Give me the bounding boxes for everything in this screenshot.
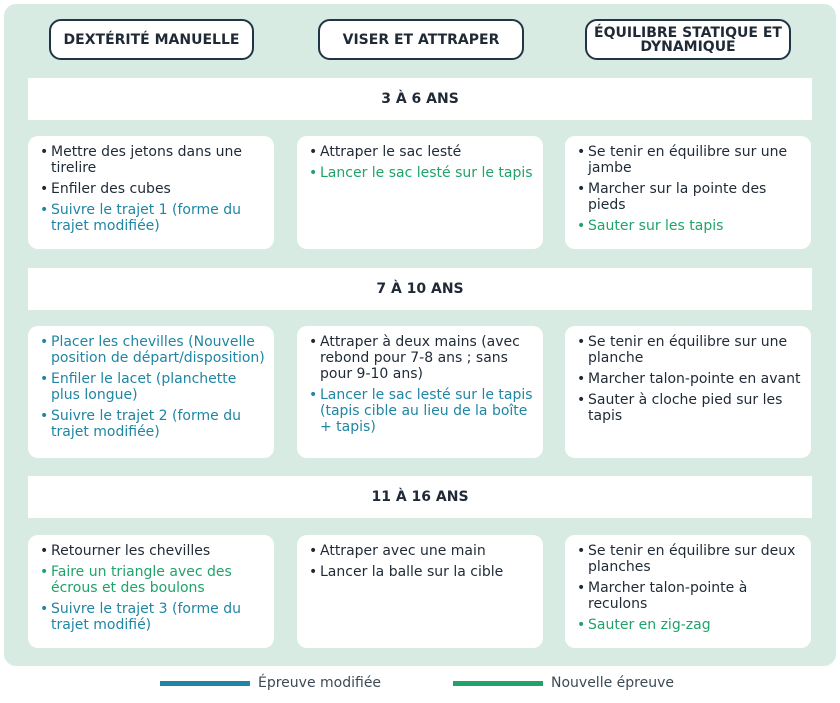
item-list — [577, 144, 803, 234]
age-band-11-16: 11 À 16 ANS — [28, 476, 812, 518]
list-item: • Suivre le trajet 3 (forme du trajet modifié) — [40, 601, 266, 633]
list-item: • Lancer le sac lesté sur le tapis — [309, 165, 535, 181]
age-band-3-6: 3 À 6 ANS — [28, 78, 812, 120]
list-item: • Attraper avec une main — [309, 543, 535, 559]
cell-7-10-dexterite — [28, 326, 274, 458]
cell-11-16-viser — [297, 535, 543, 648]
list-item: • Attraper le sac lesté — [309, 144, 535, 160]
list-item: • Placer les chevilles (Nouvelle position de départ/disposition) — [40, 334, 266, 366]
cell-11-16-dexterite — [28, 535, 274, 648]
column-header-dexterite: DEXTÉRITÉ MANUELLE — [49, 19, 254, 60]
list-item: • Mettre des jetons dans une tirelire — [40, 144, 266, 176]
legend-modified — [160, 673, 381, 693]
item-list — [40, 334, 266, 440]
item-list — [309, 543, 535, 580]
legend-label-modified: Épreuve modifiée — [258, 675, 382, 691]
list-item: • Sauter sur les tapis — [577, 218, 803, 234]
list-item: • Sauter en zig-zag — [577, 617, 803, 633]
list-item: • Attraper à deux mains (avec rebond pour 7-8 ans ; sans pour 9-10 ans) — [309, 334, 535, 382]
legend-label-new: Nouvelle épreuve — [551, 675, 674, 691]
item-list — [577, 543, 803, 633]
list-item: • Se tenir en équilibre sur une jambe — [577, 144, 803, 176]
list-item: • Se tenir en équilibre sur deux planches — [577, 543, 803, 575]
legend-new — [453, 673, 674, 693]
column-header-viser: VISER ET ATTRAPER — [318, 19, 524, 60]
item-list — [40, 543, 266, 633]
list-item: • Marcher talon-pointe en avant — [577, 371, 803, 387]
column-header-equilibre: ÉQUILIBRE STATIQUE ET DYNAMIQUE — [585, 19, 791, 60]
legend-swatch-new — [453, 681, 543, 686]
item-list — [577, 334, 803, 424]
list-item: • Lancer la balle sur la cible — [309, 564, 535, 580]
item-list — [309, 334, 535, 435]
age-band-7-10: 7 À 10 ANS — [28, 268, 812, 310]
list-item: • Faire un triangle avec des écrous et des boulons — [40, 564, 266, 596]
item-list — [40, 144, 266, 234]
cell-11-16-equilibre — [565, 535, 811, 648]
item-list — [309, 144, 535, 181]
list-item: • Suivre le trajet 2 (forme du trajet modifiée) — [40, 408, 266, 440]
list-item: • Marcher sur la pointe des pieds — [577, 181, 803, 213]
list-item: • Marcher talon-pointe à reculons — [577, 580, 803, 612]
list-item: • Enfiler des cubes — [40, 181, 266, 197]
cell-7-10-viser — [297, 326, 543, 458]
cell-3-6-equilibre — [565, 136, 811, 249]
list-item: • Suivre le trajet 1 (forme du trajet modifiée) — [40, 202, 266, 234]
legend-swatch-modified — [160, 681, 250, 686]
list-item: • Se tenir en équilibre sur une planche — [577, 334, 803, 366]
cell-3-6-viser — [297, 136, 543, 249]
cell-7-10-equilibre — [565, 326, 811, 458]
cell-3-6-dexterite — [28, 136, 274, 249]
list-item: • Enfiler le lacet (planchette plus longue) — [40, 371, 266, 403]
list-item: • Lancer le sac lesté sur le tapis (tapis cible au lieu de la boîte + tapis) — [309, 387, 535, 435]
list-item: • Sauter à cloche pied sur les tapis — [577, 392, 803, 424]
list-item: • Retourner les chevilles — [40, 543, 266, 559]
